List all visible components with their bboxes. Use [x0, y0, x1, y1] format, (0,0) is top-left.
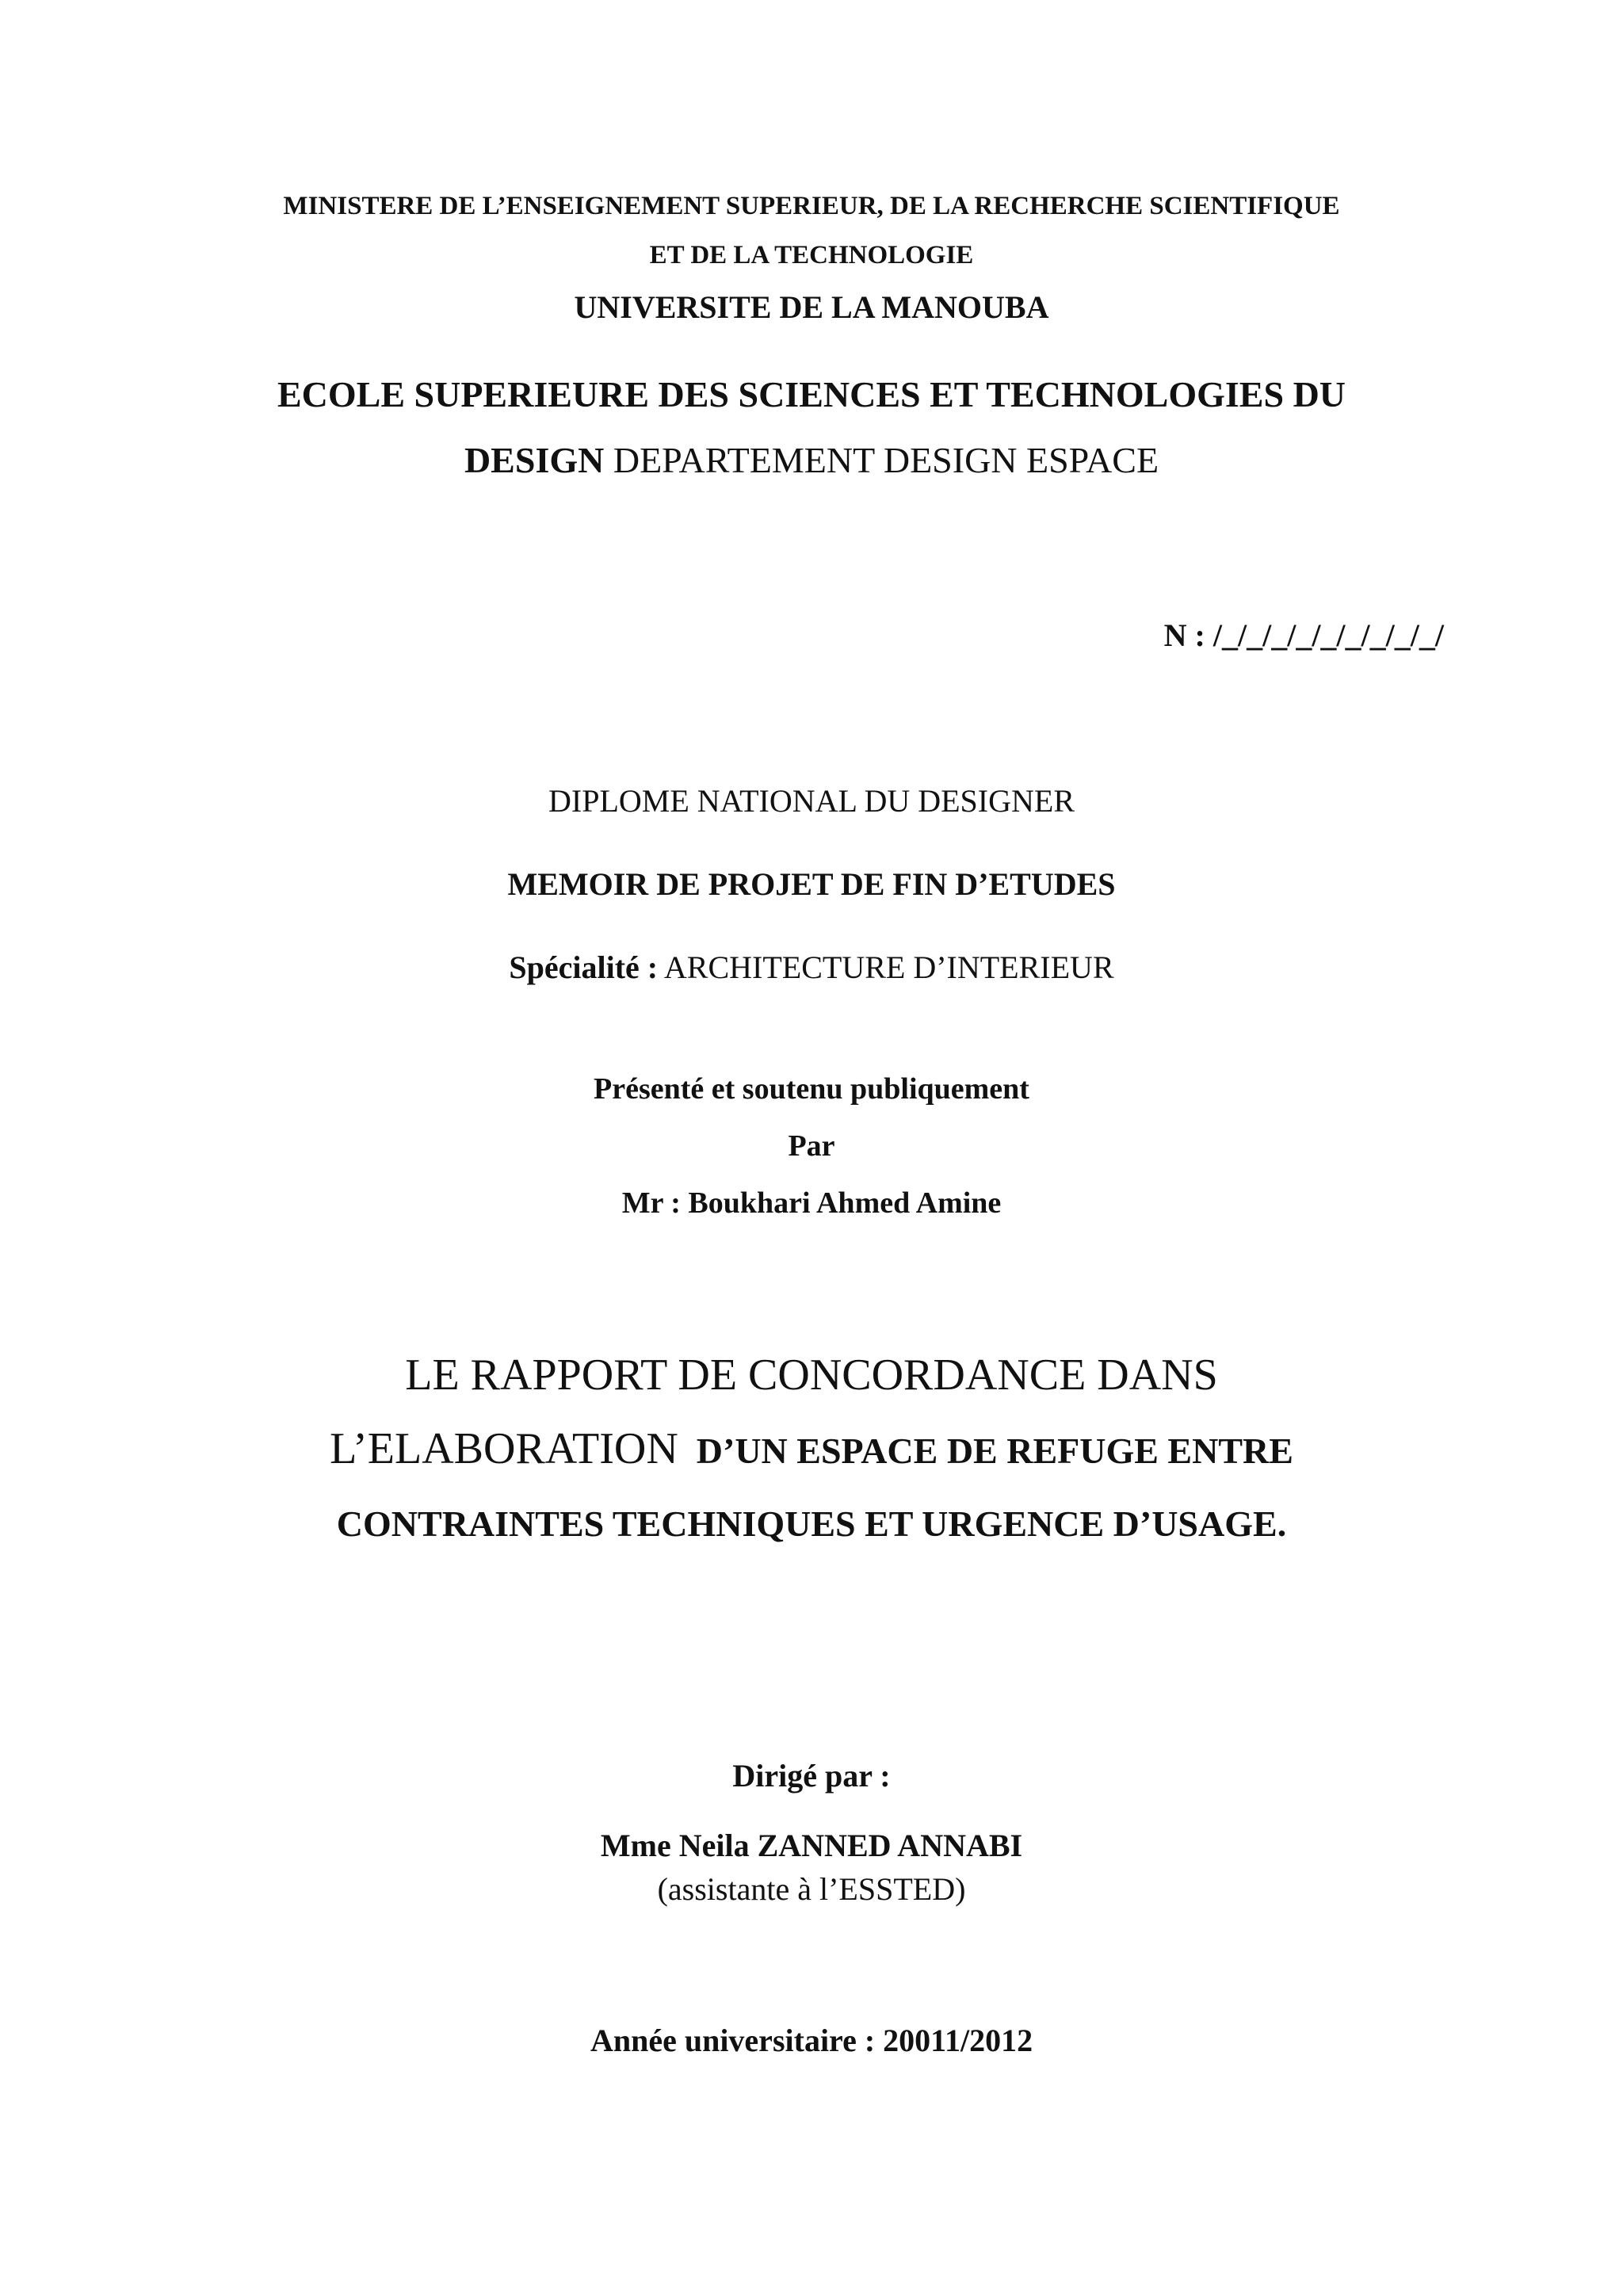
- supervisor-name: Mme Neila ZANNED ANNABI: [600, 1828, 1023, 1863]
- university-name: UNIVERSITE DE LA MANOUBA: [574, 289, 1049, 325]
- speciality-label: Spécialité :: [509, 949, 659, 985]
- author-name: Mr : Boukhari Ahmed Amine: [621, 1186, 1002, 1220]
- speciality-line: [0, 949, 1623, 985]
- school-name-line-1: ECOLE SUPERIEURE DES SCIENCES ET TECHNOLOGIES DU: [277, 374, 1346, 415]
- thesis-title-line-2-part-1: L’ELABORATION: [330, 1424, 678, 1473]
- ministry-line-1: MINISTERE DE L’ENSEIGNEMENT SUPERIEUR, DE LA RECHERCHE SCIENTIFIQUE: [283, 192, 1340, 220]
- supervised-by-label: Dirigé par :: [732, 1758, 891, 1794]
- speciality-value: ARCHITECTURE D’INTERIEUR: [658, 949, 1114, 985]
- memoir-type: MEMOIR DE PROJET DE FIN D’ETUDES: [507, 866, 1116, 902]
- supervisor-role: (assistante à l’ESSTED): [657, 1871, 966, 1907]
- by-label: Par: [788, 1129, 835, 1163]
- thesis-title-line-1: LE RAPPORT DE CONCORDANCE DANS: [405, 1350, 1218, 1400]
- presented-statement: Présenté et soutenu publiquement: [594, 1072, 1029, 1106]
- department-name: DEPARTEMENT DESIGN ESPACE: [604, 440, 1159, 480]
- document-number-field: N : /_/_/_/_/_/_/_/_/_/: [1163, 617, 1444, 653]
- thesis-title-line-2-part-2: D’UN ESPACE DE REFUGE ENTRE: [678, 1431, 1293, 1471]
- school-department-line: [0, 442, 1623, 479]
- thesis-title-line-2: [0, 1424, 1623, 1473]
- school-name-line-2: DESIGN: [464, 440, 605, 480]
- ministry-line-2: ET DE LA TECHNOLOGIE: [649, 241, 974, 269]
- academic-year: Année universitaire : 20011/2012: [590, 2023, 1033, 2058]
- thesis-title-line-3: CONTRAINTES TECHNIQUES ET URGENCE D’USAGE.: [336, 1503, 1287, 1544]
- diploma-name: DIPLOME NATIONAL DU DESIGNER: [548, 783, 1075, 819]
